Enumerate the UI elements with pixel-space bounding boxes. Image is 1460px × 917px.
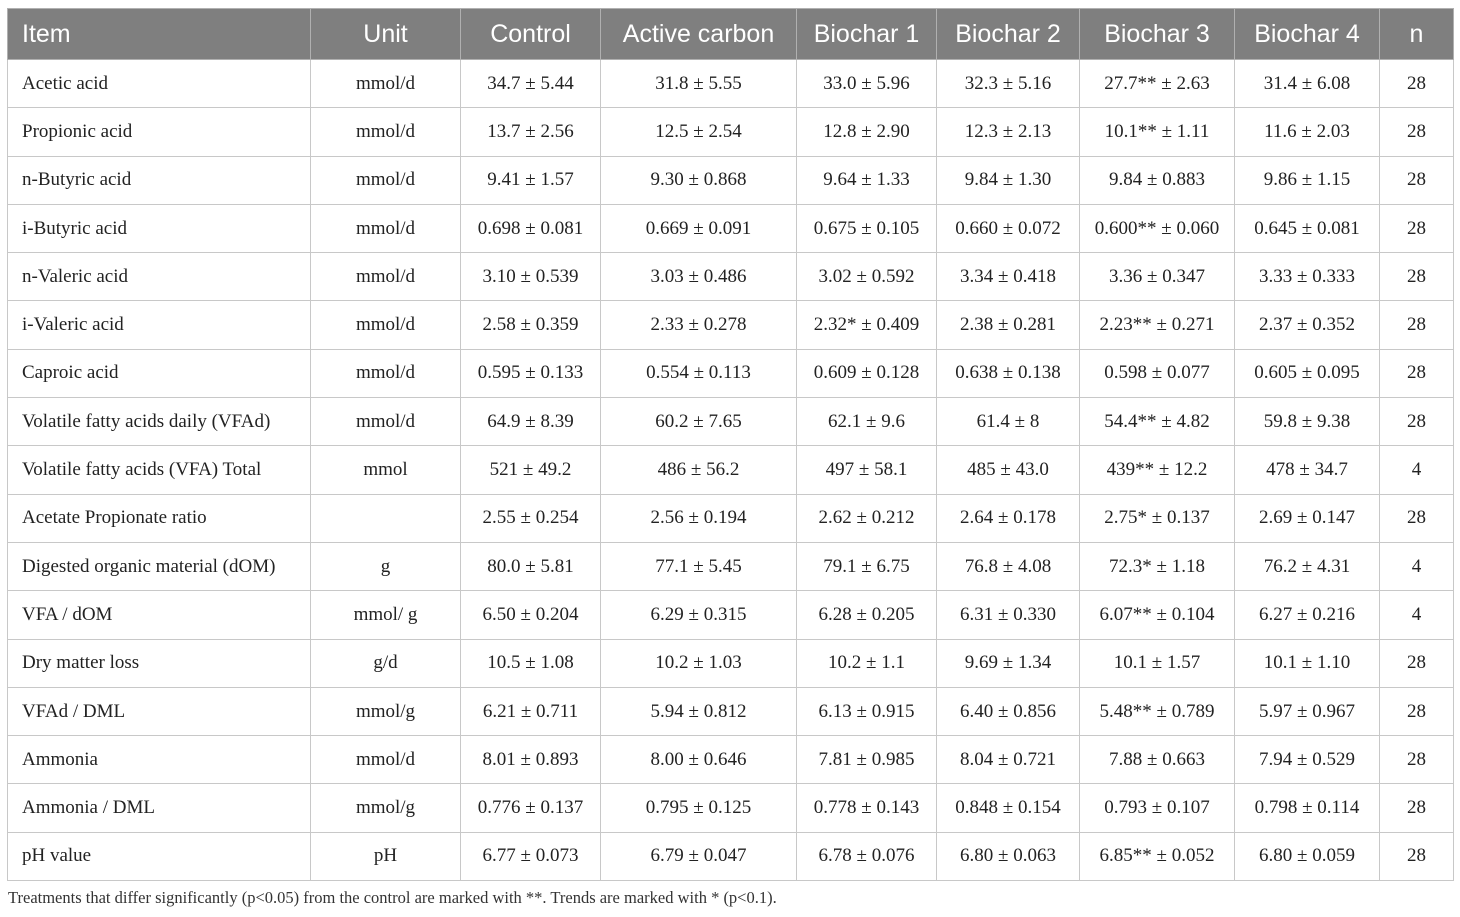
- table-cell: 5.94 ± 0.812: [601, 687, 797, 735]
- table-cell: 77.1 ± 5.45: [601, 542, 797, 590]
- table-cell: 4: [1380, 446, 1454, 494]
- unit-cell: g/d: [311, 639, 461, 687]
- table-cell: 2.33 ± 0.278: [601, 301, 797, 349]
- table-cell: 10.2 ± 1.1: [797, 639, 937, 687]
- table-cell: 28: [1380, 349, 1454, 397]
- table-cell: 6.21 ± 0.711: [461, 687, 601, 735]
- table-cell: 10.5 ± 1.08: [461, 639, 601, 687]
- table-cell: 10.1 ± 1.10: [1235, 639, 1380, 687]
- table-cell: 521 ± 49.2: [461, 446, 601, 494]
- unit-cell: mmol/g: [311, 687, 461, 735]
- table-cell: 28: [1380, 108, 1454, 156]
- table-cell: 28: [1380, 204, 1454, 252]
- table-cell: 6.77 ± 0.073: [461, 832, 601, 880]
- header-row: [8, 9, 1454, 60]
- table-cell: 0.595 ± 0.133: [461, 349, 601, 397]
- column-header: Biochar 3: [1080, 9, 1235, 60]
- table-cell: 28: [1380, 784, 1454, 832]
- column-header: Biochar 4: [1235, 9, 1380, 60]
- table-cell: 76.8 ± 4.08: [937, 542, 1080, 590]
- unit-cell: mmol/g: [311, 784, 461, 832]
- table-cell: 28: [1380, 687, 1454, 735]
- table-cell: 6.50 ± 0.204: [461, 591, 601, 639]
- table-cell: 28: [1380, 301, 1454, 349]
- table-cell: 0.793 ± 0.107: [1080, 784, 1235, 832]
- table-cell: 6.80 ± 0.059: [1235, 832, 1380, 880]
- unit-cell: [311, 494, 461, 542]
- table-cell: 2.55 ± 0.254: [461, 494, 601, 542]
- table-cell: 28: [1380, 60, 1454, 108]
- table-cell: 0.645 ± 0.081: [1235, 204, 1380, 252]
- table-row: [8, 398, 1454, 446]
- unit-cell: mmol/d: [311, 253, 461, 301]
- table-row: [8, 349, 1454, 397]
- table-header: [8, 9, 1454, 60]
- table-cell: 0.660 ± 0.072: [937, 204, 1080, 252]
- table-cell: 31.8 ± 5.55: [601, 60, 797, 108]
- table-cell: 439** ± 12.2: [1080, 446, 1235, 494]
- table-cell: 28: [1380, 494, 1454, 542]
- table-cell: 12.3 ± 2.13: [937, 108, 1080, 156]
- table-cell: 76.2 ± 4.31: [1235, 542, 1380, 590]
- table-row: [8, 832, 1454, 880]
- row-label: Dry matter loss: [8, 639, 311, 687]
- table-cell: 3.33 ± 0.333: [1235, 253, 1380, 301]
- unit-cell: mmol/d: [311, 736, 461, 784]
- row-label: pH value: [8, 832, 311, 880]
- table-cell: 2.69 ± 0.147: [1235, 494, 1380, 542]
- table-cell: 28: [1380, 156, 1454, 204]
- table-container: [7, 8, 1453, 881]
- table-cell: 478 ± 34.7: [1235, 446, 1380, 494]
- table-row: [8, 542, 1454, 590]
- table-cell: 6.29 ± 0.315: [601, 591, 797, 639]
- table-cell: 2.32* ± 0.409: [797, 301, 937, 349]
- table-cell: 0.848 ± 0.154: [937, 784, 1080, 832]
- row-label: Ammonia / DML: [8, 784, 311, 832]
- row-label: n-Valeric acid: [8, 253, 311, 301]
- table-cell: 31.4 ± 6.08: [1235, 60, 1380, 108]
- table-cell: 486 ± 56.2: [601, 446, 797, 494]
- table-cell: 13.7 ± 2.56: [461, 108, 601, 156]
- table-cell: 3.36 ± 0.347: [1080, 253, 1235, 301]
- row-label: i-Valeric acid: [8, 301, 311, 349]
- table-cell: 10.1** ± 1.11: [1080, 108, 1235, 156]
- table-cell: 3.34 ± 0.418: [937, 253, 1080, 301]
- table-row: [8, 253, 1454, 301]
- footnote: Treatments that differ significantly (p<0.05) from the control are marked with **. Trends are marked with * (p<0.1).: [8, 888, 777, 907]
- row-label: Caproic acid: [8, 349, 311, 397]
- table-cell: 9.64 ± 1.33: [797, 156, 937, 204]
- table-cell: 28: [1380, 398, 1454, 446]
- table-cell: 0.778 ± 0.143: [797, 784, 937, 832]
- table-cell: 34.7 ± 5.44: [461, 60, 601, 108]
- column-header: Biochar 1: [797, 9, 937, 60]
- table-cell: 9.69 ± 1.34: [937, 639, 1080, 687]
- unit-cell: mmol/d: [311, 108, 461, 156]
- table-cell: 0.598 ± 0.077: [1080, 349, 1235, 397]
- table-cell: 3.03 ± 0.486: [601, 253, 797, 301]
- unit-cell: mmol/d: [311, 204, 461, 252]
- unit-cell: mmol/d: [311, 398, 461, 446]
- table-row: [8, 784, 1454, 832]
- row-label: Ammonia: [8, 736, 311, 784]
- table-cell: 10.2 ± 1.03: [601, 639, 797, 687]
- table-row: [8, 108, 1454, 156]
- table-cell: 54.4** ± 4.82: [1080, 398, 1235, 446]
- row-label: Volatile fatty acids daily (VFAd): [8, 398, 311, 446]
- table-cell: 3.10 ± 0.539: [461, 253, 601, 301]
- unit-cell: pH: [311, 832, 461, 880]
- unit-cell: mmol/d: [311, 156, 461, 204]
- table-cell: 8.00 ± 0.646: [601, 736, 797, 784]
- table-cell: 6.07** ± 0.104: [1080, 591, 1235, 639]
- table-cell: 28: [1380, 832, 1454, 880]
- table-cell: 0.600** ± 0.060: [1080, 204, 1235, 252]
- table-row: [8, 60, 1454, 108]
- table-cell: 5.97 ± 0.967: [1235, 687, 1380, 735]
- column-header: Biochar 2: [937, 9, 1080, 60]
- column-header: Control: [461, 9, 601, 60]
- table-cell: 9.30 ± 0.868: [601, 156, 797, 204]
- table-cell: 9.41 ± 1.57: [461, 156, 601, 204]
- table-cell: 5.48** ± 0.789: [1080, 687, 1235, 735]
- table-cell: 11.6 ± 2.03: [1235, 108, 1380, 156]
- column-header: Unit: [311, 9, 461, 60]
- table-cell: 12.8 ± 2.90: [797, 108, 937, 156]
- table-cell: 0.795 ± 0.125: [601, 784, 797, 832]
- table-cell: 64.9 ± 8.39: [461, 398, 601, 446]
- table-cell: 2.23** ± 0.271: [1080, 301, 1235, 349]
- row-label: Digested organic material (dOM): [8, 542, 311, 590]
- table-row: [8, 687, 1454, 735]
- table-cell: 2.56 ± 0.194: [601, 494, 797, 542]
- table-cell: 33.0 ± 5.96: [797, 60, 937, 108]
- table-cell: 61.4 ± 8: [937, 398, 1080, 446]
- column-header: n: [1380, 9, 1454, 60]
- table-cell: 79.1 ± 6.75: [797, 542, 937, 590]
- table-cell: 0.638 ± 0.138: [937, 349, 1080, 397]
- table-cell: 3.02 ± 0.592: [797, 253, 937, 301]
- table-cell: 6.79 ± 0.047: [601, 832, 797, 880]
- table-cell: 0.669 ± 0.091: [601, 204, 797, 252]
- table-cell: 0.698 ± 0.081: [461, 204, 601, 252]
- unit-cell: mmol/d: [311, 301, 461, 349]
- table-cell: 6.80 ± 0.063: [937, 832, 1080, 880]
- table-cell: 9.84 ± 1.30: [937, 156, 1080, 204]
- table-row: [8, 446, 1454, 494]
- table-cell: 7.81 ± 0.985: [797, 736, 937, 784]
- table-cell: 8.01 ± 0.893: [461, 736, 601, 784]
- table-cell: 0.554 ± 0.113: [601, 349, 797, 397]
- table-cell: 2.64 ± 0.178: [937, 494, 1080, 542]
- table-cell: 485 ± 43.0: [937, 446, 1080, 494]
- table-cell: 28: [1380, 639, 1454, 687]
- unit-cell: mmol: [311, 446, 461, 494]
- table-cell: 9.84 ± 0.883: [1080, 156, 1235, 204]
- row-label: VFAd / DML: [8, 687, 311, 735]
- table-body: [8, 60, 1454, 881]
- table-cell: 4: [1380, 591, 1454, 639]
- unit-cell: g: [311, 542, 461, 590]
- unit-cell: mmol/d: [311, 60, 461, 108]
- table-cell: 6.85** ± 0.052: [1080, 832, 1235, 880]
- table-row: [8, 591, 1454, 639]
- table-cell: 7.88 ± 0.663: [1080, 736, 1235, 784]
- table-cell: 8.04 ± 0.721: [937, 736, 1080, 784]
- row-label: Propionic acid: [8, 108, 311, 156]
- results-table: [7, 8, 1454, 881]
- table-cell: 72.3* ± 1.18: [1080, 542, 1235, 590]
- column-header: Active carbon: [601, 9, 797, 60]
- table-row: [8, 736, 1454, 784]
- column-header: Item: [8, 9, 311, 60]
- table-cell: 4: [1380, 542, 1454, 590]
- table-cell: 6.27 ± 0.216: [1235, 591, 1380, 639]
- row-label: n-Butyric acid: [8, 156, 311, 204]
- table-cell: 12.5 ± 2.54: [601, 108, 797, 156]
- table-cell: 7.94 ± 0.529: [1235, 736, 1380, 784]
- table-cell: 497 ± 58.1: [797, 446, 937, 494]
- table-cell: 10.1 ± 1.57: [1080, 639, 1235, 687]
- table-cell: 80.0 ± 5.81: [461, 542, 601, 590]
- table-cell: 6.31 ± 0.330: [937, 591, 1080, 639]
- table-cell: 28: [1380, 736, 1454, 784]
- table-row: [8, 204, 1454, 252]
- table-cell: 2.38 ± 0.281: [937, 301, 1080, 349]
- table-cell: 62.1 ± 9.6: [797, 398, 937, 446]
- table-cell: 0.798 ± 0.114: [1235, 784, 1380, 832]
- table-cell: 32.3 ± 5.16: [937, 60, 1080, 108]
- table-cell: 6.40 ± 0.856: [937, 687, 1080, 735]
- table-cell: 2.58 ± 0.359: [461, 301, 601, 349]
- table-cell: 59.8 ± 9.38: [1235, 398, 1380, 446]
- table-cell: 6.78 ± 0.076: [797, 832, 937, 880]
- table-cell: 9.86 ± 1.15: [1235, 156, 1380, 204]
- table-row: [8, 494, 1454, 542]
- row-label: Volatile fatty acids (VFA) Total: [8, 446, 311, 494]
- table-cell: 60.2 ± 7.65: [601, 398, 797, 446]
- table-cell: 2.75* ± 0.137: [1080, 494, 1235, 542]
- row-label: VFA / dOM: [8, 591, 311, 639]
- row-label: Acetic acid: [8, 60, 311, 108]
- table-row: [8, 156, 1454, 204]
- table-cell: 6.28 ± 0.205: [797, 591, 937, 639]
- row-label: Acetate Propionate ratio: [8, 494, 311, 542]
- table-cell: 28: [1380, 253, 1454, 301]
- row-label: i-Butyric acid: [8, 204, 311, 252]
- table-cell: 0.605 ± 0.095: [1235, 349, 1380, 397]
- table-cell: 0.776 ± 0.137: [461, 784, 601, 832]
- table-cell: 2.37 ± 0.352: [1235, 301, 1380, 349]
- table-cell: 0.675 ± 0.105: [797, 204, 937, 252]
- table-cell: 2.62 ± 0.212: [797, 494, 937, 542]
- table-cell: 27.7** ± 2.63: [1080, 60, 1235, 108]
- table-cell: 0.609 ± 0.128: [797, 349, 937, 397]
- table-row: [8, 639, 1454, 687]
- table-cell: 6.13 ± 0.915: [797, 687, 937, 735]
- unit-cell: mmol/ g: [311, 591, 461, 639]
- unit-cell: mmol/d: [311, 349, 461, 397]
- table-row: [8, 301, 1454, 349]
